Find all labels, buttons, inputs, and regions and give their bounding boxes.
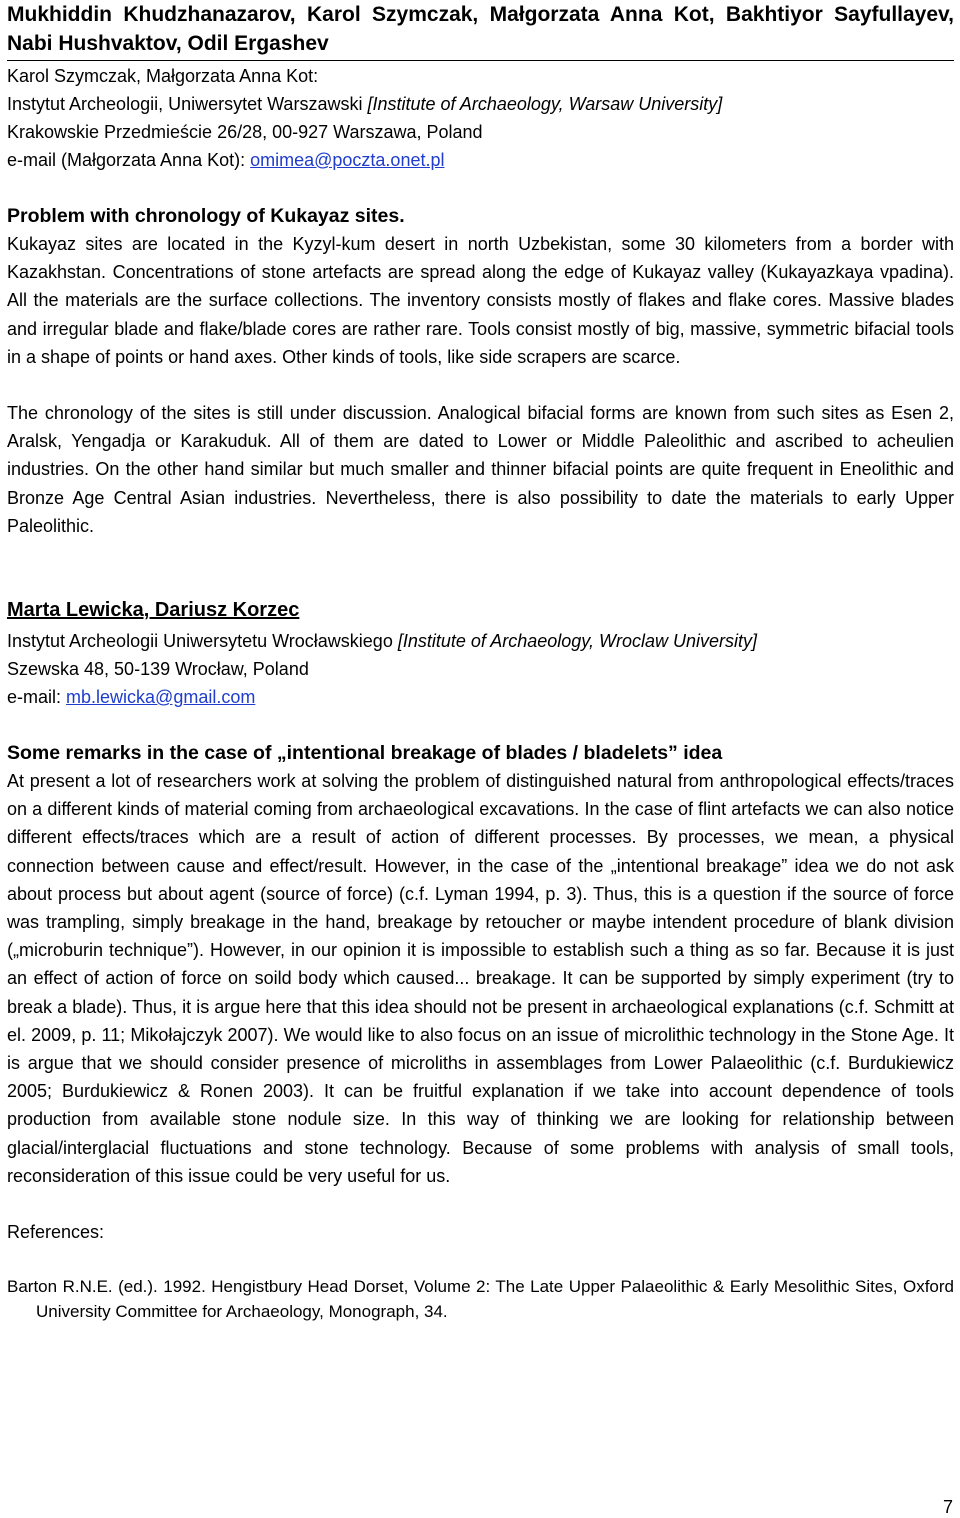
article1-paragraph-2: The chronology of the sites is still under discussion. Analogical bifacial forms are known from such sites as Esen 2, Aralsk, Yengadja or Karakuduk. All of them are dated to Lower or Middle Paleolithic and ascribed to acheulien industries. On the other hand similar but much smaller and thinner bifacial points are quite frequent in Eneolithic and Bronze Age Central Asian industries. Nevertheless, there is also possibility to date the materials to early Upper Paleolithic. bbox=[7, 403, 954, 536]
references-heading: References: bbox=[7, 1222, 105, 1243]
document-page bbox=[7, 0, 954, 1324]
article2-paragraph-1: At present a lot of researchers work at solving the problem of distinguished natural from anthropological effects/traces on a different kinds of material coming from archaeological excavations. In the case of flint artefacts we can also notice different effects/traces which are a result of action of different processes. By processes, we mean, a physical connection between cause and effect/result. However, in the case of the „intentional breakage” idea we do not ask about process but about agent (source of force) (c.f. Lyman 1994, p. 3). Thus, this is a question if the source of force was trampling, simply breakage in the hand, breakage by retoucher or maybe intendent procedure of blank division („microburin technique”). However, in our opinion it is impossible to establish such a thing as so far. Because it is just an effect of action of force on soild body which caused... breakage. It can be supported by simply experiment (try to break a blade). Thus, it is argue here that this idea should not be present in archaeological explanations (c.f. Schmitt at el. 2009, p. 11; Mikołajczyk 2007). We would like to also focus on an issue of microlithic technology in the Stone Age. It is argue that we should consider presence of microliths in assemblages from Lower Palaeolithic (c.f. Burdukiewicz 2005; Burdukiewicz & Ronen 2003). It can be fruitful explanation if we take into account dependence of tools production from available stone nodule size. In this way of thinking we are looking for relationship between glacial/interglacial fluctuations and stone technology. Because of some problems with analysis of small tools, reconsideration of this issue could be very useful for us. bbox=[7, 771, 954, 1186]
article1-authors: Mukhiddin Khudzhanazarov, Karol Szymczak, Małgorzata Anna Kot, Bakhtiyor Sayfullayev, Nabi Hushvaktov, Odil Ergashev bbox=[7, 3, 954, 55]
article2-institute-line bbox=[7, 627, 954, 655]
article2-email-label: e-mail: bbox=[7, 687, 67, 708]
article2-institute: Instytut Archeologii Uniwersytetu Wrocławskiego bbox=[7, 631, 398, 652]
article1-affiliation-names: Karol Szymczak, Małgorzata Anna Kot: bbox=[7, 66, 319, 86]
article2-institute-english: [Institute of Archaeology, Wroclaw University] bbox=[397, 631, 757, 652]
article2-authors: Marta Lewicka, Dariusz Korzec bbox=[7, 599, 300, 622]
article2-email-line bbox=[7, 683, 954, 711]
article2-title: Some remarks in the case of „intentional breakage of blades / bladelets” idea bbox=[7, 742, 723, 765]
article1-institute: Instytut Archeologii, Uniwersytet Warszawski bbox=[7, 94, 363, 114]
article2-address: Szewska 48, 50-139 Wrocław, Poland bbox=[7, 659, 309, 680]
author-divider bbox=[7, 60, 954, 61]
article1-institute-english: [Institute of Archaeology, Warsaw University] bbox=[367, 94, 723, 114]
article2-email-link[interactable]: mb.lewicka@gmail.com bbox=[66, 687, 256, 708]
article1-paragraph-1: Kukayaz sites are located in the Kyzyl-kum desert in north Uzbekistan, some 30 kilometers from a border with Kazakhstan. Concentrations of stone artefacts are spread along the edge of Kukayaz valley (Kukayazkaya vpadina). All the materials are the surface collections. The inventory consists mostly of flakes and flake cores. Massive blades and irregular blade and flake/blade cores are rather rare. Tools consist mostly of big, massive, symmetric bifacial tools in a shape of points or hand axes. Other kinds of tools, like side scrapers are scarce. bbox=[7, 234, 954, 367]
article1-institute-line bbox=[7, 90, 954, 118]
article1-email-label: e-mail (Małgorzata Anna Kot): bbox=[7, 150, 251, 170]
article1-email-line bbox=[7, 146, 954, 174]
page-number: 7 bbox=[942, 1497, 953, 1517]
references-list bbox=[7, 1274, 954, 1324]
reference-entry: Barton R.N.E. (ed.). 1992. Hengistbury Head Dorset, Volume 2: The Late Upper Palaeolithic & Early Mesolithic Sites, Oxford University Committee for Archaeology, Monograph, 34. bbox=[7, 1277, 954, 1322]
article1-address: Krakowskie Przedmieście 26/28, 00-927 Warszawa, Poland bbox=[7, 122, 483, 142]
article1-email-link[interactable]: omimea@poczta.onet.pl bbox=[250, 150, 445, 170]
article1-title: Problem with chronology of Kukayaz sites. bbox=[7, 205, 405, 227]
